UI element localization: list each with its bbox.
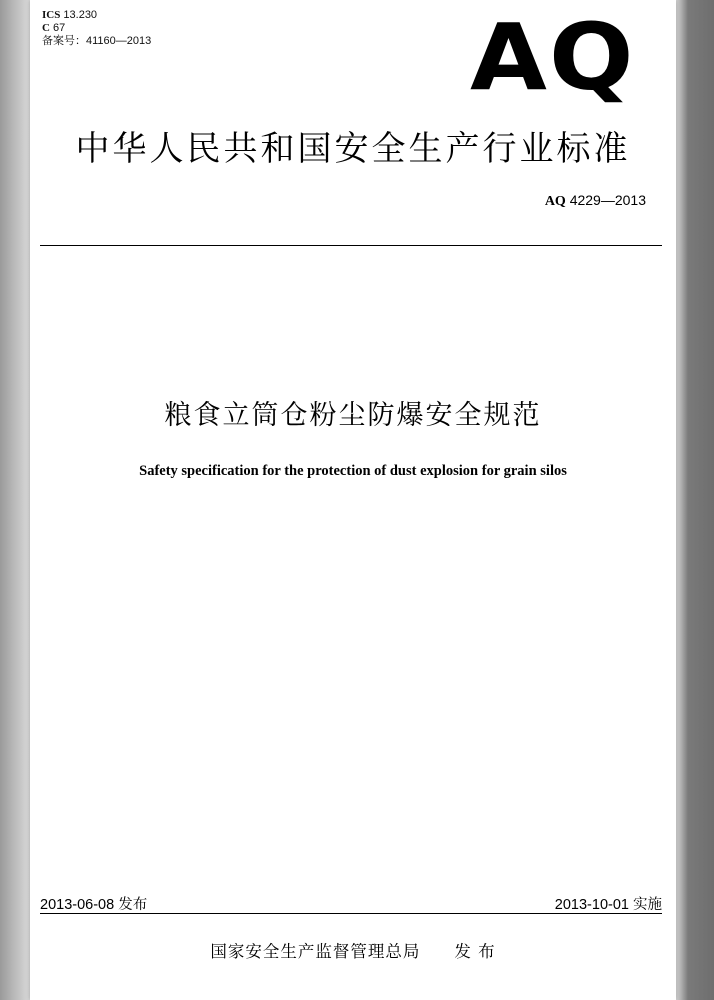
standard-category-title: 中华人民共和国安全生产行业标准	[75, 129, 631, 169]
class-code: 67	[53, 22, 66, 34]
document-page	[30, 0, 676, 1000]
ics-label: ICS	[42, 9, 61, 21]
ics-code: 13.230	[63, 9, 98, 21]
record-number: 备案号：41160—2013	[42, 35, 152, 47]
page-edge-shadow	[676, 0, 714, 1000]
issuer-name: 国家安全生产监督管理总局	[210, 942, 421, 961]
classification-block	[42, 9, 151, 48]
issue-date: 2013-06-08 发布	[40, 897, 148, 913]
implementation-date: 2013-10-01 实施	[554, 897, 662, 913]
ics-line	[42, 9, 151, 22]
header-divider	[40, 245, 662, 246]
aq-logo: AQ	[470, 4, 636, 111]
standard-number-value: 4229—2013	[569, 192, 646, 208]
issuer-action: 发 布	[454, 942, 496, 961]
class-label: C	[42, 22, 50, 34]
footer-divider	[40, 913, 662, 914]
class-line	[42, 22, 151, 35]
chinese-title: 粮食立筒仓粉尘防爆安全规范	[164, 400, 542, 431]
standard-number-prefix: AQ	[544, 194, 566, 209]
issuer-line	[30, 938, 676, 962]
english-title: Safety specification for the protection of dust explosion for grain silos	[139, 463, 567, 479]
standard-number	[545, 192, 646, 210]
